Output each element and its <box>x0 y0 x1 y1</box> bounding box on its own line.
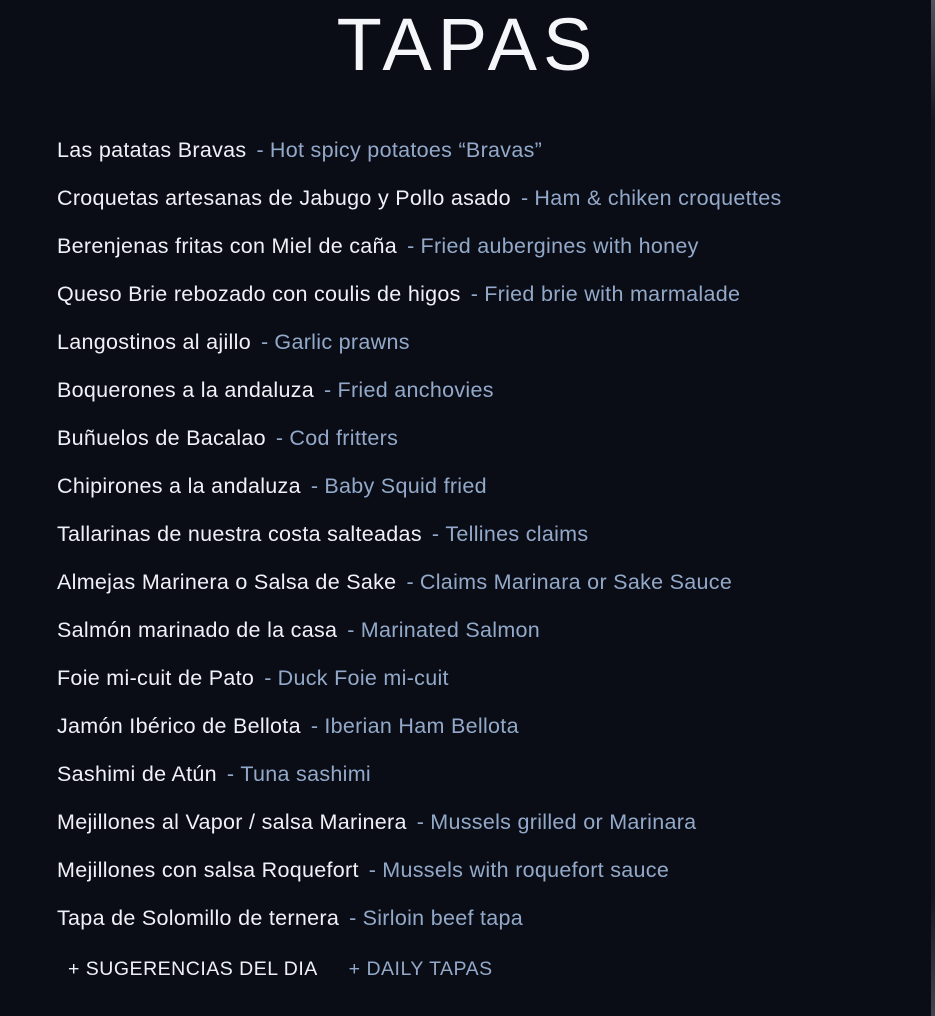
dish-translation: Cod fritters <box>289 425 399 450</box>
menu-list <box>0 126 935 942</box>
menu-item <box>57 558 915 606</box>
dash-separator: - <box>275 425 284 450</box>
menu-item <box>57 270 915 318</box>
menu-item <box>57 414 915 462</box>
menu-item <box>57 750 915 798</box>
dish-translation: Hot spicy potatoes “Bravas” <box>269 137 543 162</box>
dish-name: Tapa de Solomillo de ternera <box>57 905 340 930</box>
dash-separator: - <box>349 905 357 930</box>
menu-item <box>57 366 915 414</box>
menu-item <box>57 846 915 894</box>
dish-translation: Fried brie with marmalade <box>484 281 741 306</box>
dish-name: Chipirones a la andaluza <box>57 473 301 498</box>
dish-translation: Mussels grilled or Marinara <box>430 809 697 834</box>
footer-suggestions-label: + SUGERENCIAS DEL DIA <box>68 957 317 980</box>
dish-translation: Baby Squid fried <box>324 473 487 498</box>
menu-item <box>57 174 915 222</box>
dish-translation: Mussels with roquefort sauce <box>382 857 670 882</box>
dash-separator: - <box>310 713 319 738</box>
dish-translation: Fried aubergines with honey <box>420 233 699 258</box>
dish-name: Boquerones a la andaluza <box>57 377 315 402</box>
dish-name: Foie mi-cuit de Pato <box>57 665 255 690</box>
menu-item <box>57 318 915 366</box>
menu-item <box>57 222 915 270</box>
dash-separator: - <box>226 761 235 786</box>
footer-daily-tapas-label: + DAILY TAPAS <box>348 957 493 980</box>
dish-translation: Claims Marinara or Sake Sauce <box>419 569 733 594</box>
dash-separator: - <box>256 137 264 162</box>
dish-translation: Iberian Ham Bellota <box>324 713 519 738</box>
right-edge-strip <box>931 0 935 1016</box>
menu-footer <box>0 958 935 981</box>
dash-separator: - <box>407 233 415 258</box>
dish-name: Sashimi de Atún <box>57 761 217 786</box>
dish-translation: Marinated Salmon <box>360 617 541 642</box>
dish-name: Jamón Ibérico de Bellota <box>57 713 301 738</box>
dish-name: Mejillones al Vapor / salsa Marinera <box>57 809 407 834</box>
menu-item <box>57 606 915 654</box>
dish-name: Langostinos al ajillo <box>57 329 251 354</box>
dish-translation: Sirloin beef tapa <box>362 905 524 930</box>
menu-item <box>57 462 915 510</box>
menu-item <box>57 894 915 942</box>
dish-name: Mejillones con salsa Roquefort <box>57 857 359 882</box>
dish-translation: Ham & chiken croquettes <box>534 185 782 210</box>
menu-item <box>57 702 915 750</box>
dash-separator: - <box>324 377 332 402</box>
dash-separator: - <box>264 665 272 690</box>
menu-item <box>57 510 915 558</box>
dish-name: Buñuelos de Bacalao <box>57 425 266 450</box>
menu-item <box>57 798 915 846</box>
dish-name: Almejas Marinera o Salsa de Sake <box>57 569 397 594</box>
dash-separator: - <box>470 281 479 306</box>
menu-item <box>57 126 915 174</box>
dish-name: Queso Brie rebozado con coulis de higos <box>57 281 461 306</box>
dish-translation: Tellines claims <box>445 521 589 546</box>
dash-separator: - <box>431 521 440 546</box>
dish-name: Tallarinas de nuestra costa salteadas <box>57 521 422 546</box>
page-title: TAPAS <box>336 3 599 86</box>
dish-translation: Garlic prawns <box>274 329 410 354</box>
dish-name: Las patatas Bravas <box>57 137 247 162</box>
dish-name: Salmón marinado de la casa <box>57 617 338 642</box>
dash-separator: - <box>406 569 414 594</box>
dish-name: Berenjenas fritas con Miel de caña <box>57 233 398 258</box>
dish-translation: Duck Foie mi-cuit <box>277 665 449 690</box>
dash-separator: - <box>347 617 355 642</box>
dish-name: Croquetas artesanas de Jabugo y Pollo asado <box>57 185 511 210</box>
dash-separator: - <box>368 857 377 882</box>
dash-separator: - <box>416 809 425 834</box>
dash-separator: - <box>520 185 529 210</box>
menu-item <box>57 654 915 702</box>
dash-separator: - <box>260 329 269 354</box>
dish-translation: Tuna sashimi <box>240 761 372 786</box>
dish-translation: Fried anchovies <box>337 377 494 402</box>
dash-separator: - <box>310 473 319 498</box>
